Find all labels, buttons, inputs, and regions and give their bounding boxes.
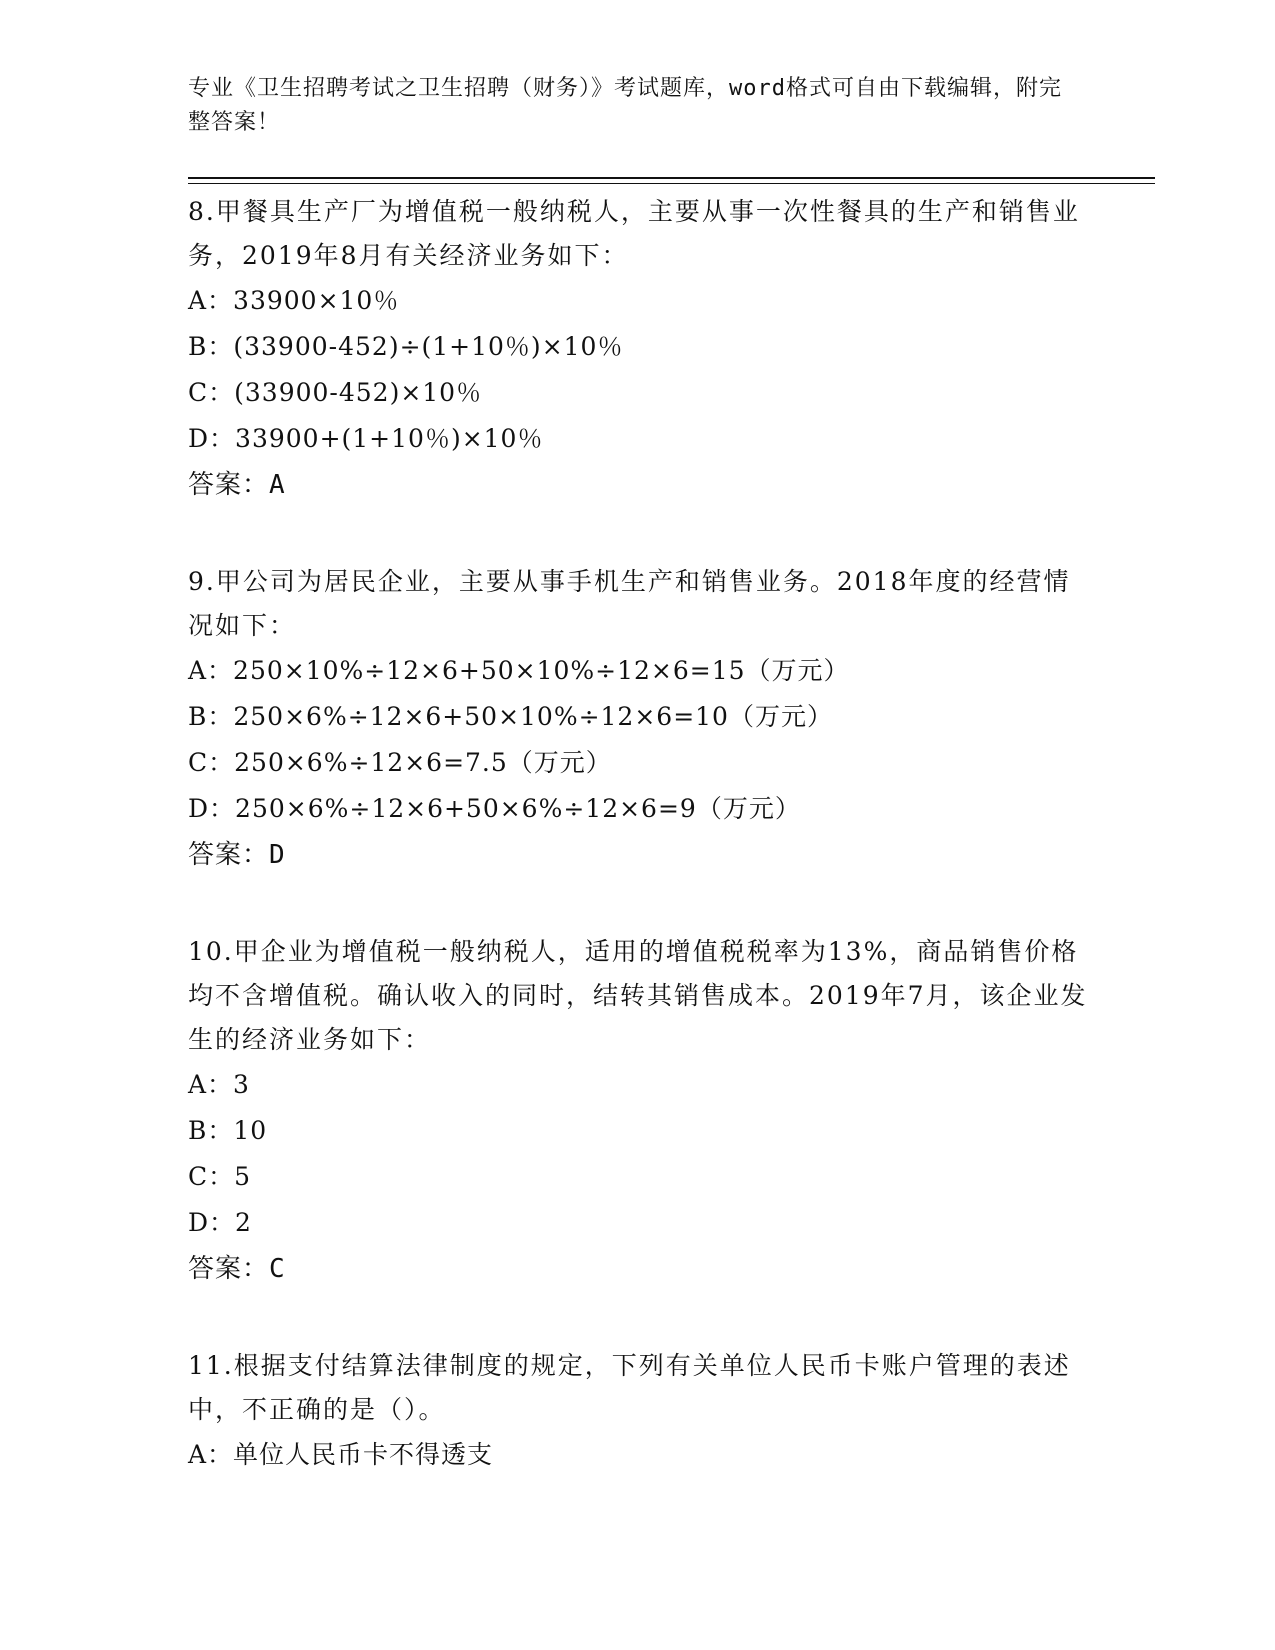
question-stem: 8.甲餐具生产厂为增值税一般纳税人，主要从事一次性餐具的生产和销售业务，2019年8月有关经济业务如下： <box>188 197 1080 270</box>
option-b: B：(33900-452)÷(1+10％)×10％ <box>188 332 624 361</box>
answer: 答案：D <box>188 840 286 870</box>
question-10 <box>188 930 1088 1292</box>
option-a: A：33900×10％ <box>188 286 400 315</box>
option-c: C：(33900-452)×10％ <box>188 378 483 407</box>
header-divider-thick <box>188 177 1155 179</box>
question-stem: 9.甲公司为居民企业，主要从事手机生产和销售业务。2018年度的经营情况如下： <box>188 567 1071 640</box>
answer: 答案：A <box>188 470 286 500</box>
question-stem: 10.甲企业为增值税一般纳税人，适用的增值税税率为13%，商品销售价格均不含增值税。确认收入的同时，结转其销售成本。2019年7月，该企业发生的经济业务如下： <box>188 937 1088 1054</box>
question-stem: 11.根据支付结算法律制度的规定，下列有关单位人民币卡账户管理的表述中，不正确的是（）。 <box>188 1351 1071 1424</box>
option-b: B：250×6%÷12×6+50×10%÷12×6=10（万元） <box>188 702 833 731</box>
option-c: C：5 <box>188 1162 252 1191</box>
option-a: A：3 <box>188 1070 250 1099</box>
option-d: D：2 <box>188 1208 252 1237</box>
answer: 答案：C <box>188 1254 286 1284</box>
question-8 <box>188 190 1088 508</box>
question-9 <box>188 560 1088 878</box>
header-divider-thin <box>188 183 1155 184</box>
document-header: 专业《卫生招聘考试之卫生招聘（财务）》考试题库，word格式可自由下载编辑，附完整答案！ <box>188 76 1062 135</box>
question-11 <box>188 1344 1088 1478</box>
option-a: A：单位人民币卡不得透支 <box>188 1440 494 1469</box>
option-d: D：250×6%÷12×6+50×6%÷12×6=9（万元） <box>188 794 801 823</box>
option-a: A：250×10%÷12×6+50×10%÷12×6=15（万元） <box>188 656 850 685</box>
option-b: B：10 <box>188 1116 268 1145</box>
option-c: C：250×6%÷12×6=7.5（万元） <box>188 748 612 777</box>
question-list <box>188 190 1088 1478</box>
option-d: D：33900+(1+10％)×10％ <box>188 424 544 453</box>
